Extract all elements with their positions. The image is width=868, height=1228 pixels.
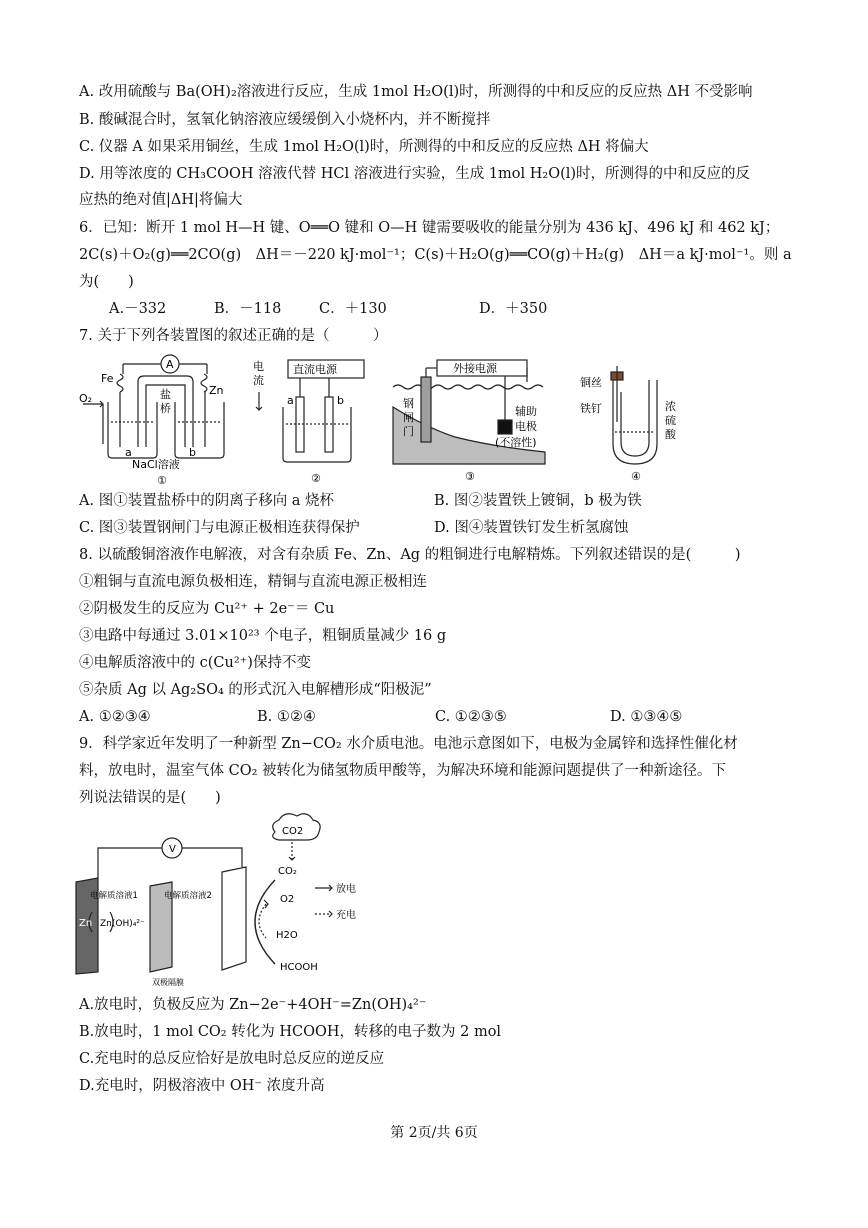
q9-option-b: B.放电时，1 mol CO₂ 转化为 HCOOH，转移的电子数为 2 mol [79,1024,502,1040]
q9-hcooh-label: HCOOH [280,962,318,973]
q5-option-d-line2: 应热的绝对值|ΔH|将偏大 [79,192,243,208]
q7-figures [75,352,695,487]
q9-stem-line3: 列说法错误的是( ) [79,790,221,806]
q9-co2-label: CO₂ [278,866,297,877]
fig1-ammeter-label: A [166,358,174,371]
fig2-current-2: 流 [253,374,264,387]
fig1-b-label: b [189,446,196,459]
q7-stem: 7. 关于下列各装置图的叙述正确的是（ ） [79,328,388,344]
fig2-power-label: 直流电源 [293,363,337,376]
q6-stem-line1: 6．已知：断开 1 mol H—H 键、O══O 键和 O—H 键需要吸收的能量分别为 436 kJ、496 kJ 和 462 kJ； [79,220,780,236]
q9-option-c: C.充电时的总反应恰好是放电时总反应的逆反应 [79,1051,385,1067]
q9-battery-diagram [70,812,370,992]
fig1-salt-bridge-1: 盐 [160,388,171,401]
q6-option-a: A.－332 [109,301,167,317]
q8-option-b: B. ①②④ [257,709,316,725]
fig2-a-label: a [287,394,294,407]
fig1-solution-label: NaCl溶液 [132,458,180,471]
q6-option-b: B．－118 [214,301,282,317]
figure-1-galvanic-cell [83,355,224,458]
fig3-gate-1: 钢 [403,397,414,410]
q9-voltmeter-label: V [169,844,176,855]
q9-discharge-label: 放电 [336,884,356,895]
q8-option-a: A. ①②③④ [79,709,151,725]
figure-4-u-tube [611,366,657,464]
q8-stem: 8. 以硫酸铜溶液作电解液，对含有杂质 Fe、Zn、Ag 的粗铜进行电解精炼。下列叙述错误的是( ) [79,547,741,563]
q8-statement-3: ③电路中每通过 3.01×10²³ 个电子，粗铜质量减少 16 g [79,628,447,644]
q9-h2o-label: H2O [276,930,298,941]
q6-stem-line3: 为( ) [79,274,134,290]
fig4-acid-2: 硫 [665,414,676,427]
fig4-nail-label: 铁钉 [580,402,602,415]
q9-zn-label: Zn [79,918,93,929]
q7-option-c: C. 图③装置钢闸门与电源正极相连获得保护 [79,520,360,536]
fig3-power-label: 外接电源 [453,362,497,375]
fig4-number: ④ [631,470,641,483]
fig3-aux-1: 辅助 [515,405,537,418]
fig1-zn-label: Zn [209,384,224,397]
q7-option-d: D. 图④装置铁钉发生析氢腐蚀 [434,520,629,536]
fig2-b-label: b [337,394,344,407]
fig1-number: ① [157,474,167,487]
q8-statement-5: ⑤杂质 Ag 以 Ag₂SO₄ 的形式沉入电解槽形成“阳极泥” [79,682,432,698]
q6-option-c: C．＋130 [319,301,387,317]
fig1-fe-label: Fe [101,372,114,385]
q5-option-b: B. 酸碱混合时，氢氧化钠溶液应缓缓倒入小烧杯内，并不断搅拌 [79,112,491,128]
q9-stem-line1: 9．科学家近年发明了一种新型 Zn−CO₂ 水介质电池。电池示意图如下，电极为金属锌和选择性催化材 [79,736,738,752]
fig4-acid-3: 酸 [665,428,676,441]
q9-option-a: A.放电时，负极反应为 Zn−2e⁻+4OH⁻=Zn(OH)₄²⁻ [79,997,427,1013]
fig3-gate-3: 门 [403,425,414,438]
fig2-number: ② [311,472,321,485]
q6-stem-line2: 2C(s)＋O₂(g)══2CO(g) ΔH＝－220 kJ·mol⁻¹；C(s)＋H₂O(g)══CO(g)＋H₂(g) ΔH＝a kJ·mol⁻¹。则 a [79,247,792,263]
q9-charge-label: 充电 [336,910,356,921]
q6-option-d: D．＋350 [479,301,548,317]
q7-option-b: B. 图②装置铁上镀铜，b 极为铁 [434,493,642,509]
fig4-wire-label: 铜丝 [580,376,602,389]
fig2-current-1: 电 [253,360,264,373]
fig3-gate-2: 闸 [403,411,414,424]
q9-solution2-label: 电解质溶液2 [164,891,212,901]
q8-option-c: C. ①②③⑤ [435,709,507,725]
q9-zinc-ion-label: Zn(OH)₄²⁻ [100,919,145,929]
q5-option-c: C. 仪器 A 如果采用铜丝，生成 1mol H₂O(l)时，所测得的中和反应的反应热 ΔH 将偏大 [79,139,649,155]
fig1-o2-label: O₂ [79,392,93,405]
fig3-number: ③ [465,470,475,483]
q5-option-a: A. 改用硫酸与 Ba(OH)₂溶液进行反应，生成 1mol H₂O(l)时，所测得的中和反应的反应热 ΔH 不受影响 [79,84,753,100]
fig3-aux-2: 电极 [515,420,537,433]
fig3-aux-3: (不溶性) [495,436,537,449]
q9-membrane-label: 双极隔膜 [152,978,184,987]
fig1-a-label: a [125,446,132,459]
q9-option-d: D.充电时，阴极溶液中 OH⁻ 浓度升高 [79,1078,325,1094]
q8-statement-4: ④电解质溶液中的 c(Cu²⁺)保持不变 [79,655,311,671]
q9-stem-line2: 料，放电时，温室气体 CO₂ 被转化为储氢物质甲酸等，为解决环境和能源问题提供了一种新途径。下 [79,763,727,779]
q8-statement-1: ①粗铜与直流电源负极相连，精铜与直流电源正极相连 [79,574,427,590]
q8-statement-2: ②阴极发生的反应为 Cu²⁺ + 2e⁻＝ Cu [79,601,335,617]
q9-solution1-label: 电解质溶液1 [90,891,138,901]
q9-o2-label: O2 [280,894,295,905]
fig4-acid-1: 浓 [665,400,676,413]
q5-option-d-line1: D. 用等浓度的 CH₃COOH 溶液代替 HCl 溶液进行实验，生成 1mol H₂O(l)时，所测得的中和反应的反 [79,166,751,182]
q7-option-a: A. 图①装置盐桥中的阴离子移向 a 烧杯 [79,493,335,509]
q8-option-d: D. ①③④⑤ [610,709,683,725]
page-footer: 第 2页/共 6页 [390,1125,478,1141]
fig1-salt-bridge-2: 桥 [160,402,171,415]
q9-cloud-label: CO2 [282,826,304,837]
